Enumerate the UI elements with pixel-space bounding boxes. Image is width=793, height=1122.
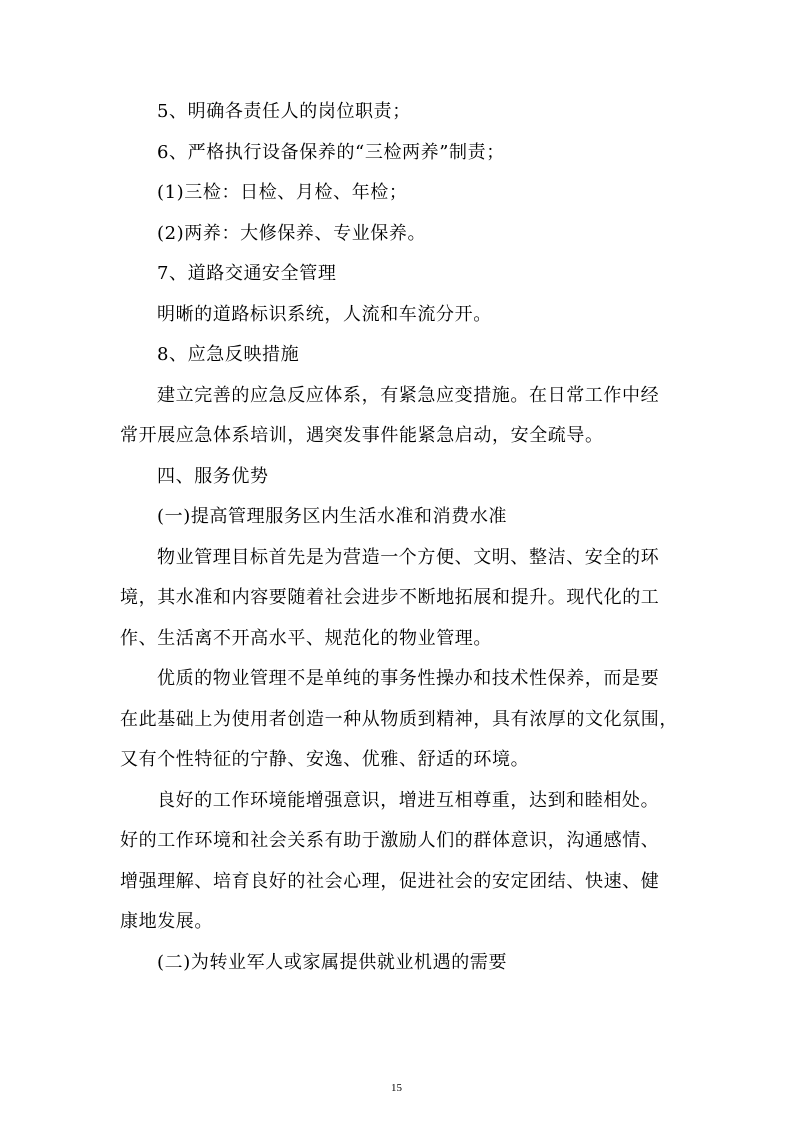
paragraph-line: 常开展应急体系培训，遇突发事件能紧急启动，安全疏导。 bbox=[120, 425, 604, 446]
paragraph-line: 明晰的道路标识系统，人流和车流分开。 bbox=[157, 303, 492, 325]
list-item-responsibility: 5、明确各责任人的岗位职责； bbox=[157, 101, 411, 122]
paragraph-line: 作、生活离不开高水平、规范化的物业管理。 bbox=[120, 627, 492, 649]
paragraph-line: 康地发展。 bbox=[120, 911, 213, 932]
paragraph-line: 增强理解、培育良好的社会心理，促进社会的安定团结、快速、健 bbox=[120, 870, 660, 892]
page-number: 15 bbox=[391, 1082, 402, 1094]
list-item-emergency: 8、应急反映措施 bbox=[157, 344, 300, 365]
paragraph-line: 物业管理目标首先是为营造一个方便、文明、整洁、安全的环 bbox=[157, 546, 660, 568]
section-heading: 四、服务优势 bbox=[157, 465, 269, 487]
sub-item-two-maintenance: (2)两养：大修保养、专业保养。 bbox=[157, 222, 427, 244]
document-body bbox=[120, 92, 676, 983]
list-item-maintenance: 6、严格执行设备保养的“三检两养”制责； bbox=[157, 141, 505, 163]
paragraph-line: 优质的物业管理不是单纯的事务性操办和技术性保养，而是要 bbox=[157, 668, 660, 689]
subsection-heading: (二)为转业军人或家属提供就业机遇的需要 bbox=[157, 951, 508, 973]
paragraph-line: 良好的工作环境能增强意识，增进互相尊重，达到和睦相处。 bbox=[157, 789, 660, 811]
paragraph-line: 又有个性特征的宁静、安逸、优雅、舒适的环境。 bbox=[120, 749, 530, 770]
paragraph-line: 在此基础上为使用者创造一种从物质到精神，具有浓厚的文化氛围， bbox=[120, 708, 678, 730]
paragraph-line: 好的工作环境和社会关系有助于激励人们的群体意识，沟通感情、 bbox=[120, 830, 660, 851]
sub-item-three-checks: (1)三检：日检、月检、年检； bbox=[157, 182, 408, 203]
list-item-road-safety: 7、道路交通安全管理 bbox=[157, 263, 337, 284]
subsection-heading: (一)提高管理服务区内生活水准和消费水准 bbox=[157, 506, 508, 527]
paragraph-line: 境，其水准和内容要随着社会进步不断地拓展和提升。现代化的工 bbox=[120, 587, 660, 608]
paragraph-line: 建立完善的应急反应体系，有紧急应变措施。在日常工作中经 bbox=[157, 384, 660, 406]
